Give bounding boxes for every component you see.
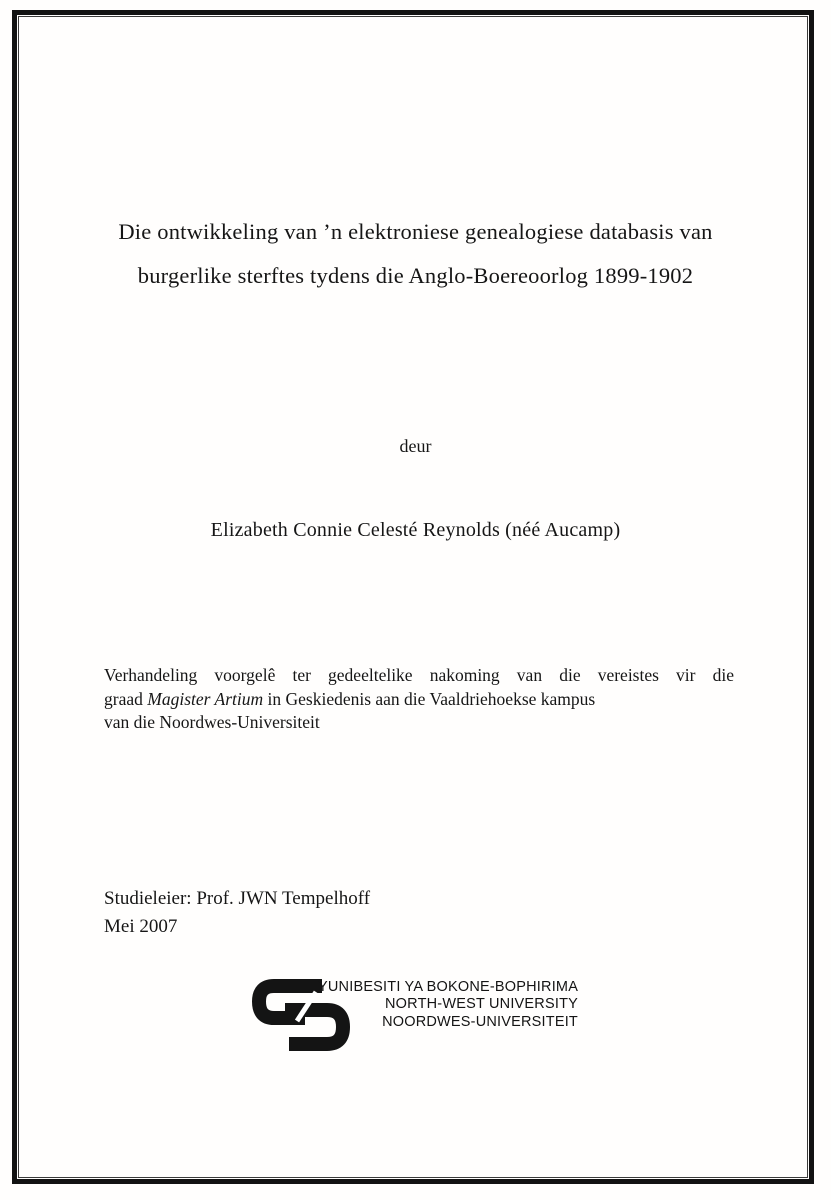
supervisor-block <box>104 885 370 940</box>
logo-text-afrikaans: NOORDWES-UNIVERSITEIT <box>382 1013 578 1030</box>
degree-name: Magister Artium <box>147 688 264 709</box>
submission-statement-line2: graad Magister Artium in Geskiedenis aan die Vaaldriehoekse kampus <box>104 688 596 709</box>
date-line: Mei 2007 <box>104 915 178 937</box>
logo-text-setswana: YUNIBESITI YA BOKONE-BOPHIRIMA <box>318 979 579 995</box>
thesis-title-line2: burgerlike sterftes tydens die Anglo-Boereoorlog 1899-1902 <box>137 263 694 288</box>
thesis-title <box>45 210 786 298</box>
submission-statement-line1: Verhandeling voorgelê ter gedeeltelike nakoming van die vereistes vir die <box>104 665 734 685</box>
supervisor-line: Studieleier: Prof. JWN Tempelhoff <box>104 888 371 909</box>
byline-label: deur <box>399 436 432 456</box>
submission-statement <box>104 664 734 735</box>
thesis-title-line1: Die ontwikkeling van ’n elektroniese genealogiese databasis van <box>118 219 713 244</box>
author-name: Elizabeth Connie Celesté Reynolds (néé Aucamp) <box>210 519 621 541</box>
university-logo <box>252 977 587 1057</box>
submission-statement-line3: van die Noordwes-Universiteit <box>104 712 320 732</box>
university-logo-text <box>318 979 578 1031</box>
logo-text-english: NORTH-WEST UNIVERSITY <box>385 996 578 1013</box>
